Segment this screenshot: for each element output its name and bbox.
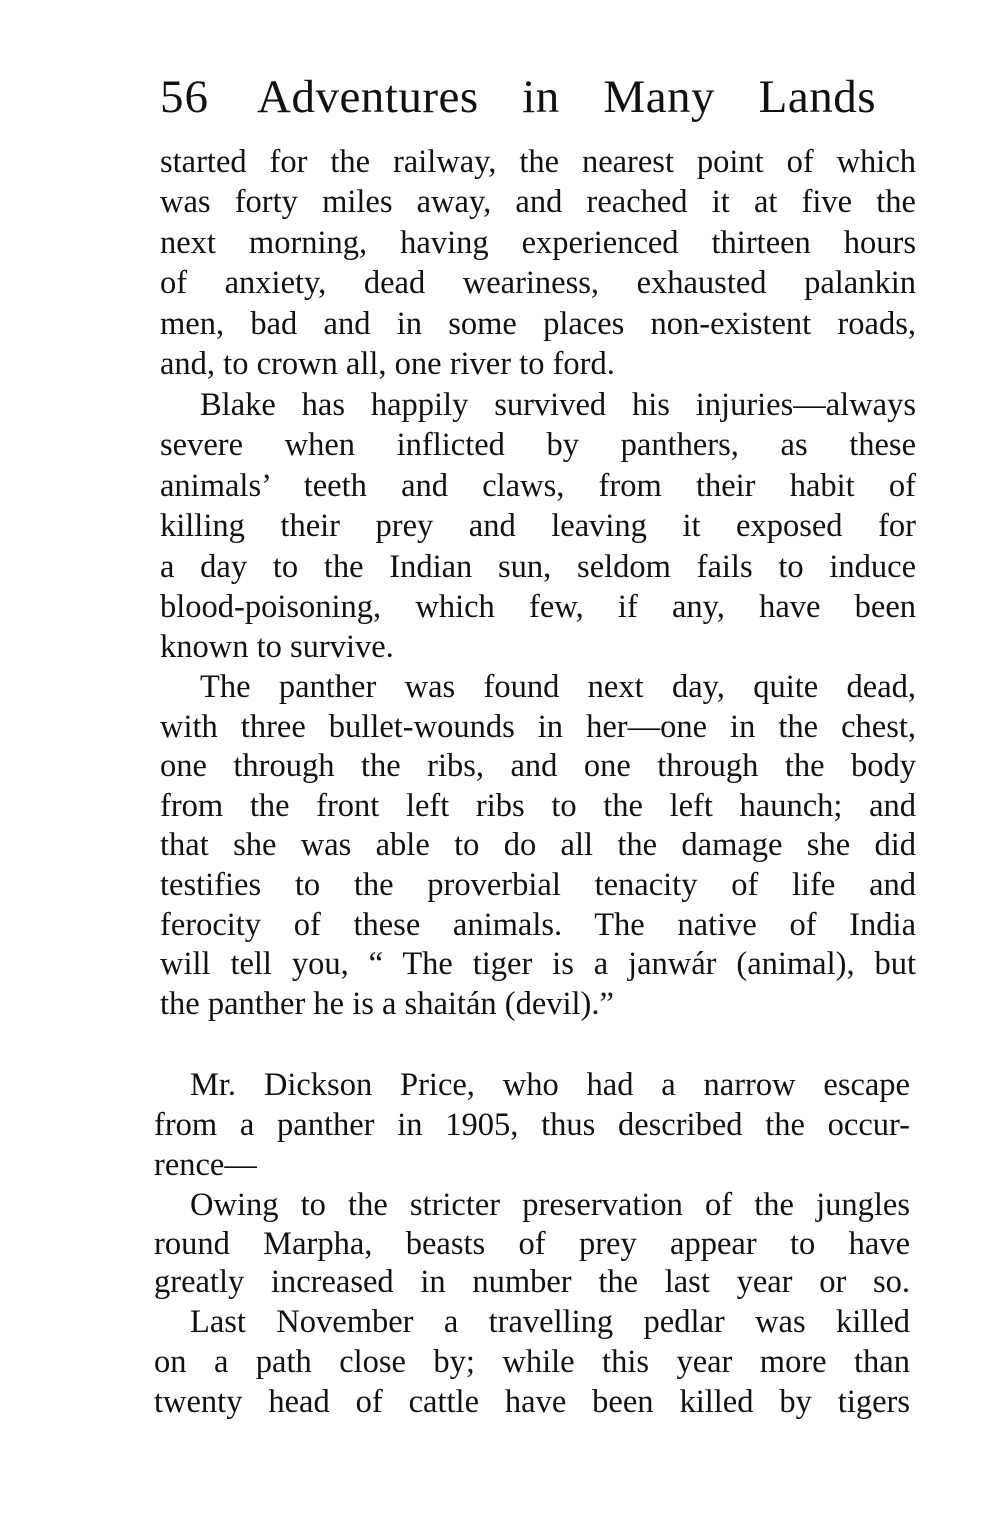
text-line: greatly increased in number the last year or so.: [154, 1264, 910, 1300]
book-title: Adventures in Many Lands: [257, 71, 876, 123]
text-line: twenty head of cattle have been killed by tigers: [154, 1384, 910, 1420]
text-line: Mr. Dickson Price, who had a narrow escape: [190, 1067, 910, 1103]
text-line: and, to crown all, one river to ford.: [160, 346, 615, 382]
text-line: testifies to the proverbial tenacity of life and: [160, 867, 916, 903]
text-line: Last November a travelling pedlar was killed: [190, 1304, 910, 1340]
running-header: [160, 70, 876, 126]
text-line: with three bullet-wounds in her—one in the chest,: [160, 708, 916, 745]
text-line: Owing to the stricter preservation of the jungles: [190, 1187, 910, 1223]
text-line: was forty miles away, and reached it at five the: [160, 184, 916, 221]
text-line: round Marpha, beasts of prey appear to have: [154, 1225, 910, 1262]
text-line: a day to the Indian sun, seldom fails to induce: [160, 548, 916, 585]
text-line: rence—: [154, 1147, 257, 1183]
text-line: The panther was found next day, quite dead,: [200, 669, 916, 705]
page-number: 56: [160, 71, 209, 123]
text-line: next morning, having experienced thirteen hours: [160, 224, 916, 261]
text-line: on a path close by; while this year more than: [154, 1344, 910, 1380]
text-line: ferocity of these animals. The native of India: [160, 906, 916, 943]
text-line: animals’ teeth and claws, from their habit of: [160, 467, 916, 504]
text-line: Blake has happily survived his injuries—always: [200, 387, 916, 423]
text-line: one through the ribs, and one through the body: [160, 748, 916, 785]
text-line: will tell you, “ The tiger is a janwár (animal), but: [160, 946, 916, 983]
text-line: severe when inflicted by panthers, as these: [160, 427, 916, 464]
text-line: known to survive.: [160, 629, 394, 666]
text-line: from the front left ribs to the left haunch; and: [160, 787, 916, 824]
text-line: that she was able to do all the damage she did: [160, 827, 916, 864]
text-line: killing their prey and leaving it exposed for: [160, 508, 916, 545]
text-line: of anxiety, dead weariness, exhausted palankin: [160, 265, 916, 302]
text-line: the panther he is a shaitán (devil).”: [160, 985, 614, 1022]
text-line: blood-poisoning, which few, if any, have been: [160, 589, 916, 625]
text-line: men, bad and in some places non-existent roads,: [160, 305, 916, 342]
text-line: from a panther in 1905, thus described the occur-: [154, 1107, 910, 1143]
text-line: started for the railway, the nearest point of which: [160, 144, 916, 180]
